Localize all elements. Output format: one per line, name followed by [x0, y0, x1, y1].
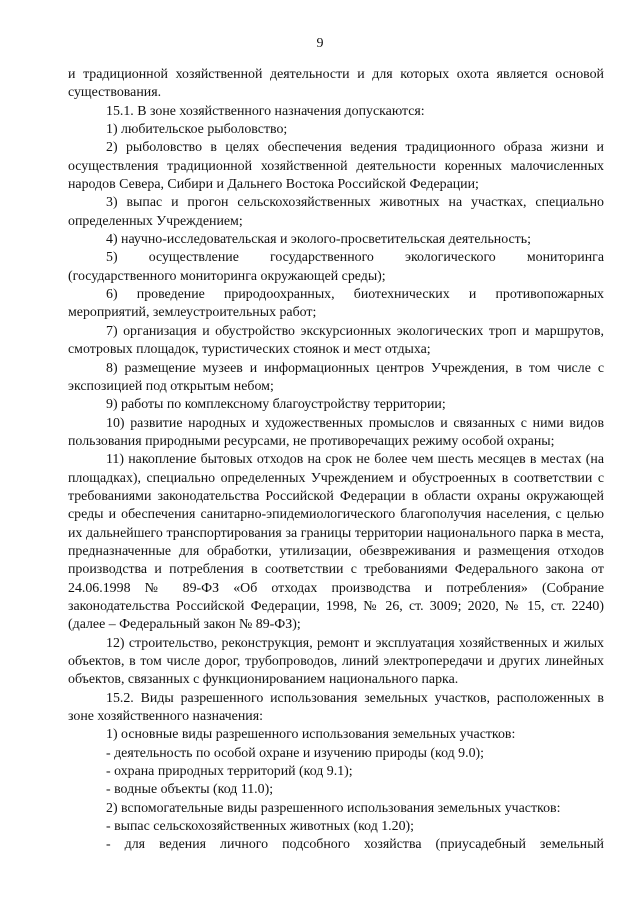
list-item: - деятельность по особой охране и изучению природы (код 9.0); — [106, 745, 485, 761]
list-item: 3) выпас и прогон сельскохозяйственных животных на участках, специально определенных Учреждением; — [68, 195, 604, 229]
list-item: 2) вспомогательные виды разрешенного использования земельных участков: — [106, 800, 561, 816]
list-item: 8) размещение музеев и информационных центров Учреждения, в том числе с экспозицией под открытым небом; — [68, 360, 604, 394]
list-item: 12) строительство, реконструкция, ремонт и эксплуатация хозяйственных и жилых объектов, в том числе дорог, трубопроводов, линий электропередачи и других линейных объектов, связанных с функционированием национального парка. — [68, 635, 604, 688]
paragraph: 15.1. В зоне хозяйственного назначения допускаются: — [106, 103, 425, 119]
list-item: 9) работы по комплексному благоустройству территории; — [106, 397, 446, 413]
list-item: - охрана природных территорий (код 9.1); — [106, 764, 353, 780]
list-item: 7) организация и обустройство экскурсионных экологических троп и маршрутов, смотровых площадок, туристических стоянок и мест отдыха; — [68, 323, 604, 358]
list-item: 2) рыболовство в целях обеспечения ведения традиционного образа жизни и осуществления традиционной хозяйственной деятельности коренных малочисленных народов Севера, Сибири и Дальнего Востока Российской Федерации; — [68, 140, 604, 193]
paragraph: и традиционной хозяйственной деятельности и для которых охота является основой существования. — [68, 67, 604, 101]
list-item: 1) основные виды разрешенного использования земельных участков: — [106, 727, 516, 743]
list-item: - выпас сельскохозяйственных животных (код 1.20); — [106, 819, 415, 835]
list-item: 5) осуществление государственного экологического мониторинга (государственного мониторинга окружающей среды); — [68, 250, 604, 284]
list-item: - водные объекты (код 11.0); — [106, 782, 274, 798]
page-number: 9 — [316, 36, 324, 51]
document-body — [68, 66, 604, 855]
list-item: 10) развитие народных и художественных промыслов и связанных с ними видов пользования природными ресурсами, не противоречащих режиму особой охраны; — [68, 415, 604, 449]
list-item: 11) накопление бытовых отходов на срок не более чем шесть месяцев в местах (на площадках), специально определенных Учреждением и обустроенных в соответствии с требованиями законодательства Российской Федерации в области охраны окружающей среды и обеспечения санитарно-эпидемиологического благополучия населения, с целью их дальнейшего транспортирования за границы территории национального парка в места, предназначенные для обработки, утилизации, обезвреживания и размещения отходов производства и потребления в соответствии с требованиями Федерального закона от 24.06.1998 № 89-ФЗ «Об отходах производства и потребления» (Собрание законодательства Российской Федерации, 1998, № 26, ст. 3009; 2020, № 15, ст. 2240) (далее – Федеральный закон № 89-ФЗ); — [68, 452, 604, 633]
list-item: 4) научно-исследовательская и эколого-просветительская деятельность; — [106, 232, 531, 248]
list-item: 6) проведение природоохранных, биотехнических и противопожарных мероприятий, землеустроительных работ; — [68, 287, 604, 321]
list-item: - для ведения личного подсобного хозяйства (приусадебный земельный — [106, 837, 604, 853]
paragraph: 15.2. Виды разрешенного использования земельных участков, расположенных в зоне хозяйственного назначения: — [68, 690, 604, 725]
list-item: 1) любительское рыболовство; — [106, 122, 288, 138]
